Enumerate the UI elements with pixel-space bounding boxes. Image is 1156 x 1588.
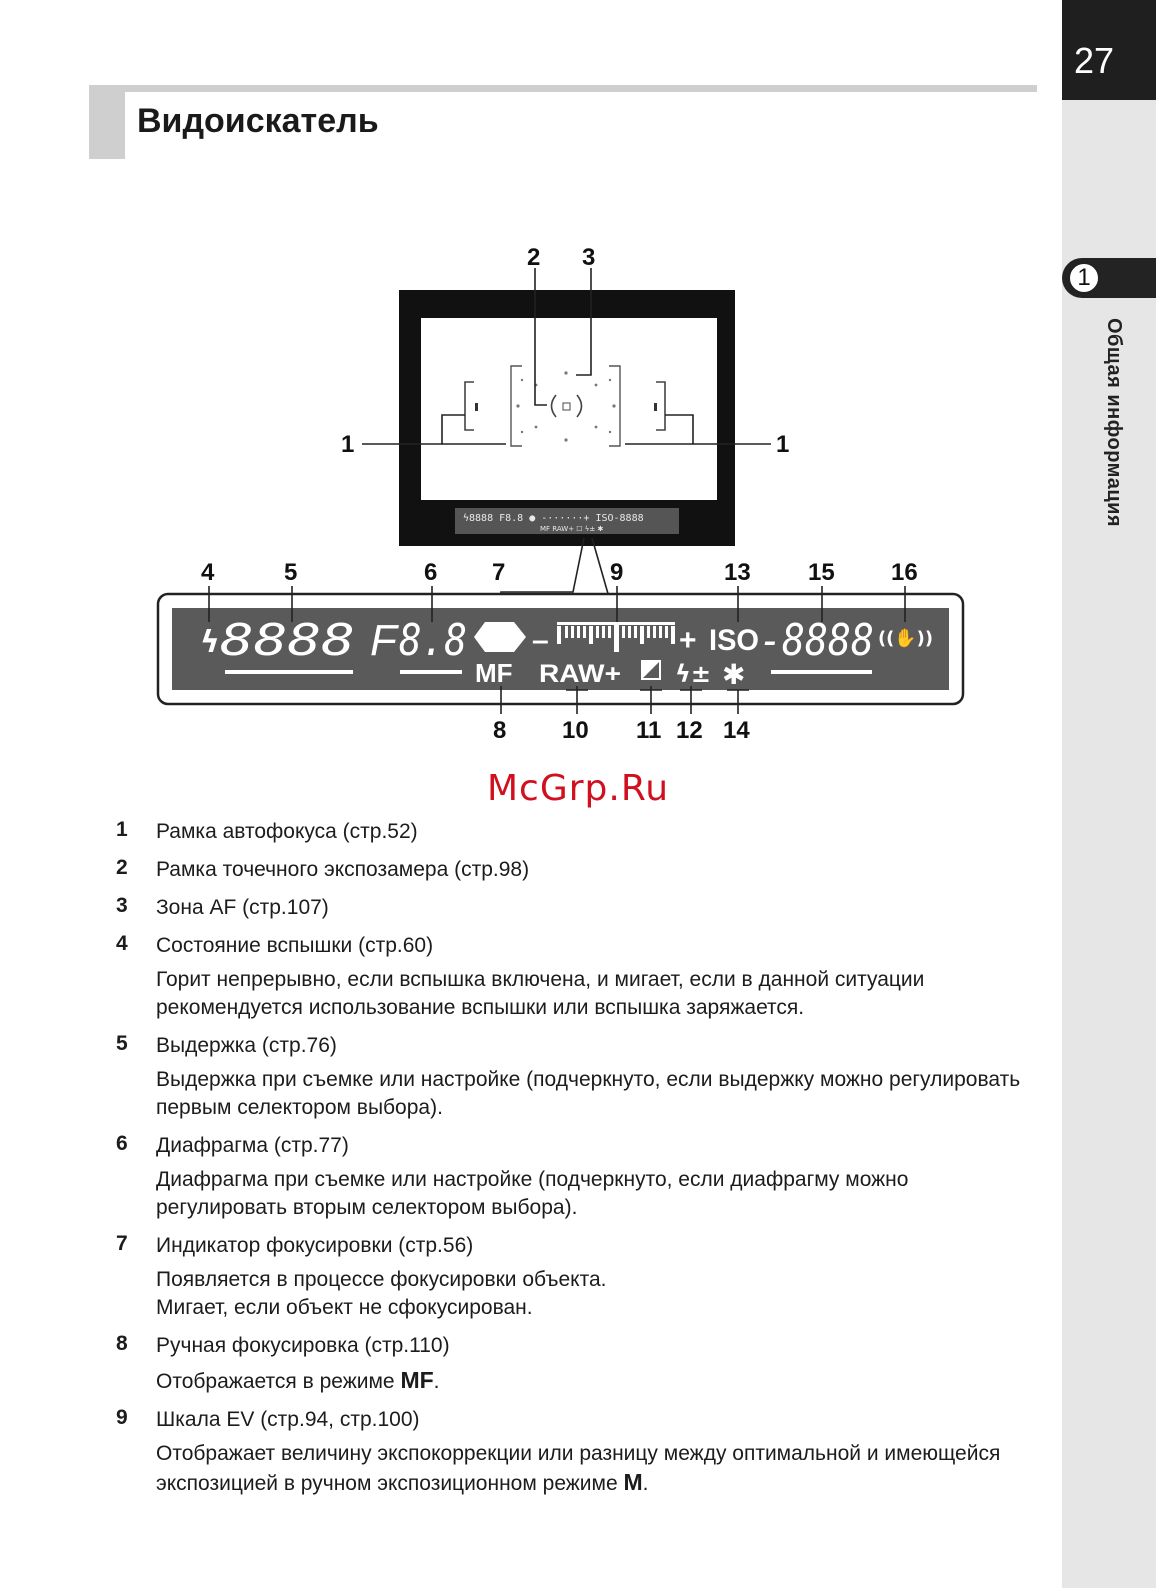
callout-4: 4 (201, 559, 215, 586)
item-description-end: . (433, 1370, 440, 1393)
item-title: Шкала EV (стр.94, стр.100) (156, 1408, 420, 1431)
lcd-exposure-comp-icon (641, 660, 661, 680)
lcd-aperture-prefix: F (370, 616, 397, 665)
callout-16: 16 (891, 559, 918, 586)
item-description (116, 1266, 1036, 1322)
callout-12: 12 (676, 717, 703, 744)
item-title: Состояние вспышки (стр.60) (156, 934, 434, 957)
af-point-right (654, 403, 657, 411)
mini-lcd-text: ϟ8888 F8.8 ● -······+ ISO-8888 (463, 513, 644, 524)
lcd-ae-lock: ✱ (722, 658, 746, 691)
af-point-left (475, 403, 478, 411)
lcd-mf: MF (475, 658, 513, 688)
callout-14: 14 (723, 717, 750, 744)
lcd-flash-comp: ϟ± (675, 660, 711, 688)
callout-9: 9 (610, 559, 624, 586)
callout-15: 15 (808, 559, 835, 586)
item-description (116, 1366, 1036, 1396)
item-number: 6 (116, 1132, 128, 1155)
item-title: Диафрагма (стр.77) (156, 1134, 349, 1157)
item-number: 2 (116, 856, 128, 879)
item-description-bold: MF (400, 1367, 434, 1393)
callout-8: 8 (493, 717, 507, 744)
viewfinder-diagram (0, 0, 1156, 780)
callout-7: 7 (492, 559, 506, 586)
item-number: 9 (116, 1406, 128, 1429)
callout-13: 13 (724, 559, 751, 586)
chapter-title: Общая информация (1103, 318, 1125, 528)
item-title: Рамка точечного экспозамера (стр.98) (156, 858, 530, 881)
item-number: 4 (116, 932, 128, 955)
chapter-number: 1 (1068, 262, 1100, 294)
item-number: 7 (116, 1232, 128, 1255)
lcd-iso-value: -8888 (759, 615, 874, 666)
item-description: Диафрагма при съемке или настройке (подчеркнуто, если диафрагму можно регулировать вторым селектором выбора). (156, 1168, 909, 1219)
item-description-text: Отображает величину экспокоррекции или разницу между оптимальной и имеющейся экспозицией в ручном экспозиционном режиме (156, 1442, 1001, 1495)
list-item (116, 856, 1036, 884)
item-description-line: Появляется в процессе фокусировки объекта. (156, 1268, 607, 1291)
item-description-end: . (642, 1472, 649, 1495)
lcd-raw-plus: RAW+ (539, 660, 621, 688)
item-description-text: Отображается в режиме (156, 1370, 395, 1393)
list-item (116, 894, 1036, 922)
page-number: 27 (1074, 40, 1115, 81)
list-item (116, 1232, 1036, 1322)
description-list (116, 818, 1036, 1508)
list-item (116, 1406, 1036, 1498)
item-description-line: Мигает, если объект не сфокусирован. (156, 1296, 533, 1319)
callout-5: 5 (284, 559, 298, 586)
callout-1-right: 1 (776, 431, 790, 458)
list-item (116, 1032, 1036, 1122)
item-title: Зона AF (стр.107) (156, 896, 329, 919)
list-item (116, 932, 1036, 1022)
callout-10: 10 (562, 717, 589, 744)
item-title: Ручная фокусировка (стр.110) (156, 1334, 450, 1357)
item-number: 3 (116, 894, 128, 917)
list-item (116, 1132, 1036, 1222)
lcd-ev-minus: – (532, 624, 549, 657)
callout-2: 2 (527, 244, 541, 271)
item-number: 1 (116, 818, 128, 841)
item-description: Выдержка при съемке или настройке (подчеркнуто, если выдержку можно регулировать первым селектором выбора). (156, 1068, 1021, 1119)
page-title: Видоискатель (137, 102, 379, 140)
item-description-bold: M (623, 1469, 643, 1495)
item-title: Выдержка (стр.76) (156, 1034, 337, 1057)
list-item (116, 1332, 1036, 1396)
list-item (116, 818, 1036, 846)
lcd-iso-label: ISO (709, 624, 759, 657)
lcd-aperture: 8.8 (399, 615, 467, 666)
callout-3: 3 (582, 244, 596, 271)
callout-6: 6 (424, 559, 438, 586)
lcd-flash-icon: ϟ (200, 625, 220, 660)
lcd-shake-reduction-icon: ((✋)) (878, 628, 934, 649)
item-description (116, 1440, 1036, 1498)
item-title: Рамка автофокуса (стр.52) (156, 820, 418, 843)
mini-lcd-subtext: MF RAW+ ☐ ϟ± ✱ (540, 525, 604, 533)
lcd-ev-plus: + (679, 624, 697, 657)
item-description: Горит непрерывно, если вспышка включена, и мигает, если в данной ситуации рекомендуется использование вспышки или вспышка заряжается. (156, 968, 925, 1019)
callout-11: 11 (636, 717, 662, 744)
watermark: McGrp.Ru (486, 768, 670, 809)
item-number: 8 (116, 1332, 128, 1355)
callout-1-left: 1 (341, 431, 355, 458)
lcd-shutter: 8888 (220, 615, 355, 666)
item-title: Индикатор фокусировки (стр.56) (156, 1234, 474, 1257)
item-number: 5 (116, 1032, 128, 1055)
